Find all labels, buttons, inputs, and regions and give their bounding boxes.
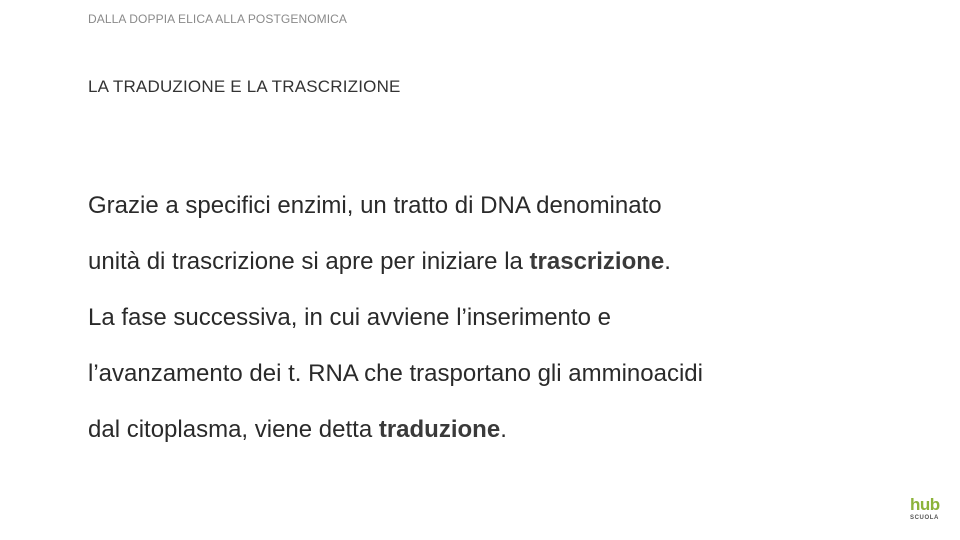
body-line-5-end: .	[500, 416, 507, 443]
logo-sub-text: SCUOLA	[910, 515, 939, 521]
section-header: DALLA DOPPIA ELICA ALLA POSTGENOMICA	[88, 12, 348, 26]
body-line-5-text: dal citoplasma, viene detta	[88, 416, 379, 443]
slide-body	[88, 178, 868, 458]
term-traduzione: traduzione	[378, 416, 501, 443]
slide-title: LA TRADUZIONE E LA TRASCRIZIONE	[88, 77, 401, 96]
body-line-2-text: unità di trascrizione si apre per iniziare la	[88, 248, 530, 275]
body-line-2-end: .	[664, 248, 671, 275]
hub-scuola-logo	[910, 496, 944, 526]
body-line-3: La fase successiva, in cui avviene l’inserimento e	[88, 304, 611, 331]
term-trascrizione: trascrizione	[529, 248, 665, 275]
body-line-1: Grazie a specifici enzimi, un tratto di DNA denominato	[88, 192, 662, 219]
logo-hub-text: hub	[910, 495, 940, 514]
body-line-5	[88, 402, 868, 458]
body-line-2	[88, 234, 868, 290]
body-line-4: l’avanzamento dei t. RNA che trasportano gli amminoacidi	[88, 360, 703, 387]
